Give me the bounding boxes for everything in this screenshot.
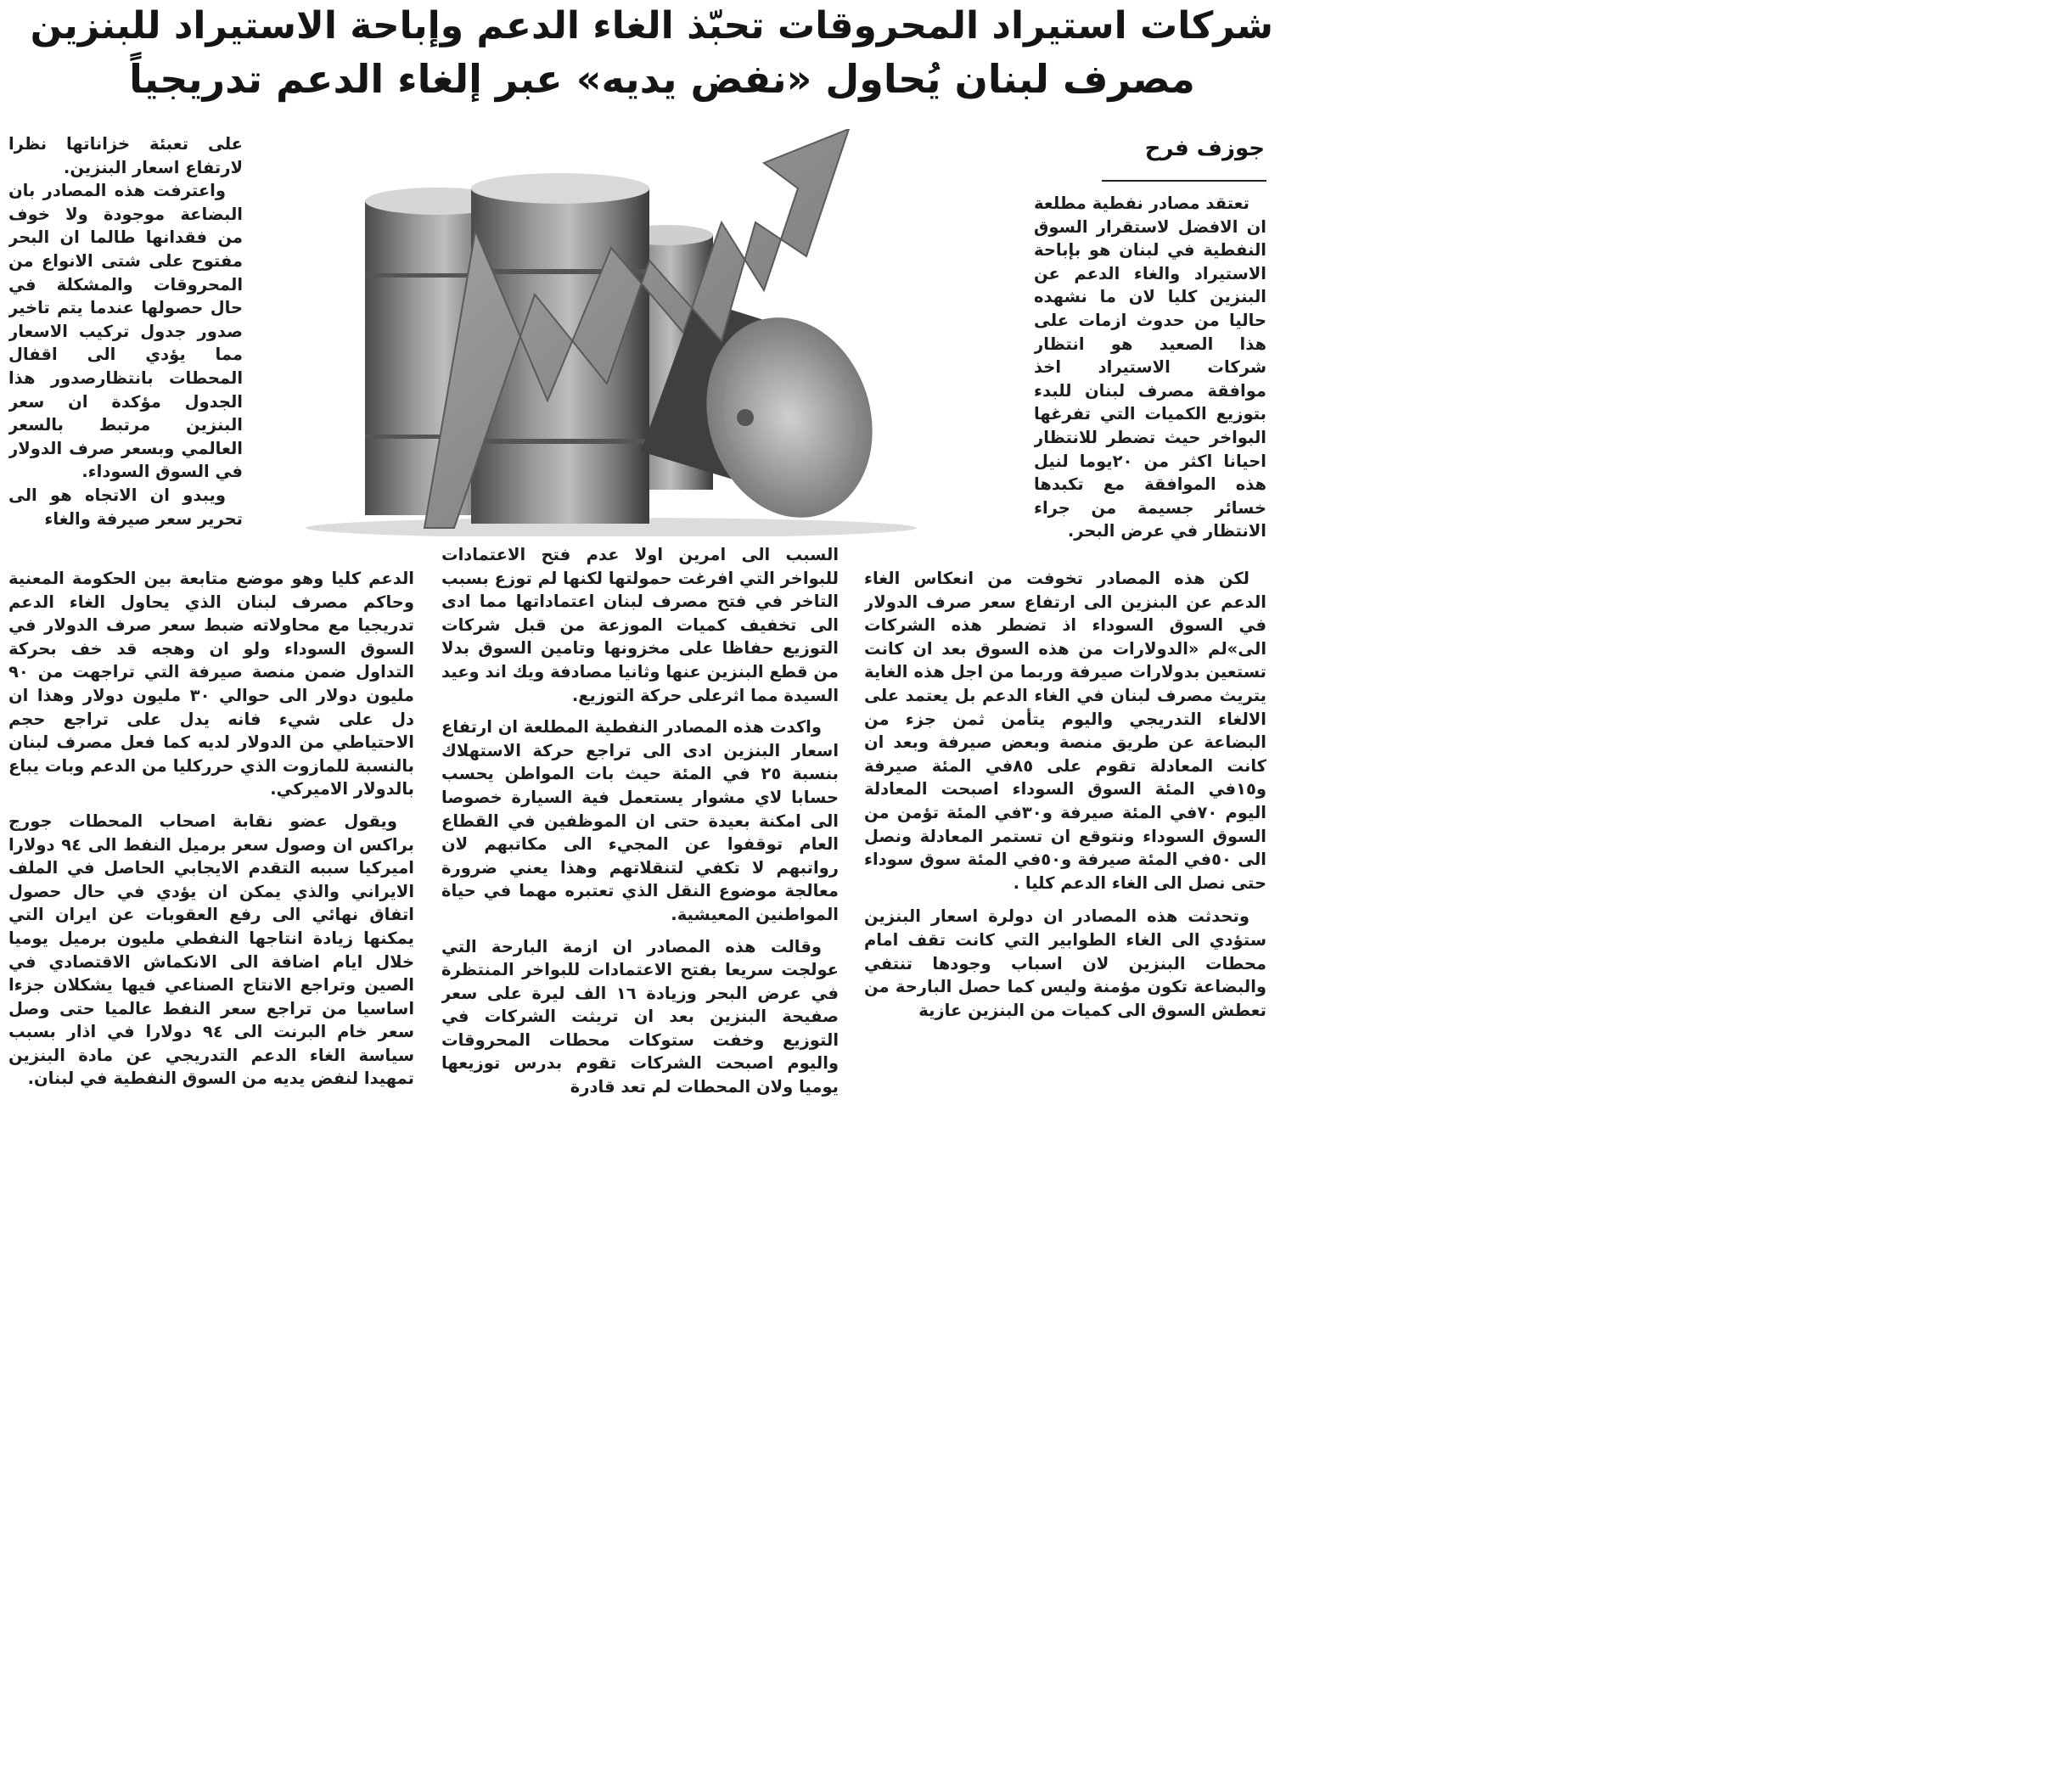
article-column-right xyxy=(1034,192,1266,565)
paragraph: واعترفت هذه المصادر بان البضاعة موجودة ولا خوف من فقدانها طالما ان البحر مفتوح على شتى الانواع من المحروقات والمشكلة في حال حصولها عندما يتم تاخير صدور جدول تركيب الاسعار مما يؤدي الى اقفال المحطات بانتظارصدور هذا الجدول مؤكدة ان سعر البنزين مرتبط بالسعر العالمي وبسعر صرف الدولار في السوق السوداء. xyxy=(8,181,243,482)
paragraph: لكن هذه المصادر تخوفت من انعكاس الغاء الدعم عن البنزين الى ارتفاع سعر صرف الدولار في السوق السوداء اذ تضطر هذه الشركات الى»لم «الدولارات من هذه السوق بعد ان كانت تستعين بدولارات صيرفة وربما من اجل هذه الغاية يتريث مصرف لبنان في الغاء الدعم بل يعتمد على الالغاء التدريجي واليوم يتأمن ثمن جزء من البضاعة عن طريق منصة وبعض صيرفة وبعد ان كانت المعادلة تقوم على ٨٥في المئة صيرفة و١٥في المئة السوق السوداء اصبحت المعادلة اليوم ٧٠في المئة صيرفة و٣٠في المئة تؤمن من السوق السوداء ونتوقع ان تستمر المعادلة ونصل الى ٥٠في المئة صيرفة و٥٠في المئة سوق سوداء حتى نصل الى الغاء الدعم كليا . xyxy=(864,569,1266,893)
paragraph: وتحدثت هذه المصادر ان دولرة اسعار البنزين ستؤدي الى الغاء الطوابير التي كانت تقف امام محطات البنزين لان اسباب وجودها تنتفي والبضاعة تكون مؤمنة وليس كما حصل البارحة من تعطش السوق الى كميات من البنزين عازية xyxy=(864,906,1266,1020)
paragraph: السبب الى امرين اولا عدم فتح الاعتمادات للبواخر التي افرغت حمولتها لكنها لم توزع بسبب التاخر في فتح مصرف لبنان اعتماداتها مما ادى الى تخفيف كميات الموزعة من قبل شركات التوزيع حفاظا على مخزونها وتامين السوق بدلا من قطع البنزين عنها وثانيا مصادفة ويك اند وعيد السيدة مما اثرعلى حركة التوزيع. xyxy=(441,545,839,705)
byline: جوزف فرح xyxy=(1144,136,1265,161)
paragraph: ويقول عضو نقابة اصحاب المحطات جورج براكس ان وصول سعر برميل النفط الى ٩٤ دولارا اميركيا سببه التقدم الايجابي الحاصل في الملف الايراني والذي يمكن ان يؤدي في حال حصول اتفاق نهائي الى رفع العقوبات عن ايران التي يمكنها زيادة انتاجها النفطي مليون برميل يوميا خلال ايام اضافة الى الانكماش الاقتصادي في الصين وتراجع الانتاج الصناعي فيها يشكلان جزءا اساسيا من تراجع سعر النفط عالميا حتى وصل سعر خام البرنت الى ٩٤ دولارا في اذار بسبب سياسة الغاء الدعم التدريجي عن مادة البنزين تمهيدا لنفض يديه من السوق النفطية في لبنان. xyxy=(8,811,414,1089)
paragraph: تعتقد مصادر نفطية مطلعة ان الافضل لاستقرار السوق النفطية في لبنان هو بإباحة الاستيراد والغاء الدعم عن البنزين كليا لان ما نشهده حاليا من حدوث ازمات على هذا الصعيد هو انتظار شركات الاستيراد اخذ موافقة مصرف لبنان للبدء بتوزيع الكميات التي تفرغها البواخر حيث تضطر للانتظار احيانا اكثر من ٢٠يوما لنيل هذه الموافقة مع تكبدها خسائر جسيمة من جراء الانتظار في عرض البحر. xyxy=(1034,194,1266,541)
byline-rule xyxy=(1102,180,1266,182)
article-column-left-bottom xyxy=(8,567,414,1135)
paragraph: واكدت هذه المصادر النفطية المطلعة ان ارتفاع اسعار البنزين ادى الى تراجع حركة الاستهلاك بنسبة ٢٥ في المئة حيث بات المواطن يحسب حسابا لاي مشوار يستعمل فية السيارة خصوصا الى امكنة بعيدة حتى ان الموظفين في القطاع العام توقفوا عن المجيء الى مكاتبهم لان رواتبهم لا تكفي لتنقلاتهم وهذا يعني ضرورة معالجة موضوع النقل الذي تعتبره مهما في حياة المواطنين المعيشية. xyxy=(441,717,839,924)
article-column-left-top xyxy=(8,132,243,567)
headline-sub: مصرف لبنان يُحاول «نفض يديه» عبر إلغاء الدعم تدريجياً xyxy=(129,56,1195,102)
article-column-right-lower xyxy=(864,567,1266,1135)
headline-main: شركات استيراد المحروقات تحبّذ الغاء الدعم وإباحة الاستيراد للبنزين xyxy=(30,4,1273,48)
paragraph: وقالت هذه المصادر ان ازمة البارحة التي عولجت سريعا بفتح الاعتمادات للبواخر المنتظرة في عرض البحر وزيادة ١٦ الف ليرة على سعر صفيحة البنزين بعد ان تريثت الشركات في التوزيع وخفت ستوكات محطات المحروقات واليوم اصبحت الشركات تقوم بدرس توزيعها يوميا ولان المحطات لم تعد قادرة xyxy=(441,936,839,1097)
paragraph: على تعبئة خزاناتها نظرا لارتفاع اسعار البنزين. xyxy=(8,134,243,177)
paragraph: ويبدو ان الاتجاه هو الى تحرير سعر صيرفة والغاء xyxy=(8,485,243,529)
oil-barrels-rising-arrow-icon xyxy=(255,129,968,536)
paragraph: الدعم كليا وهو موضع متابعة بين الحكومة المعنية وحاكم مصرف لبنان الذي يحاول الغاء الدعم تدريجيا مع محاولاته ضبط سعر صرف الدولار في السوق السوداء ولو ان وهجه قد خف بحركة التداول ضمن منصة صيرفة التي تراجهت من ٩٠ مليون دولار الى حوالي ٣٠ مليون دولار وهذا ان دل على شيء فانه يدل على تراجع حجم الاحتياطي من الدولار لديه كما فعل مصرف لبنان بالنسبة للمازوت الذي حرركليا من الدعم وبات يباع بالدولار الاميركي. xyxy=(8,569,414,799)
newspaper-page xyxy=(0,0,1309,1135)
article-column-middle xyxy=(441,543,839,1135)
